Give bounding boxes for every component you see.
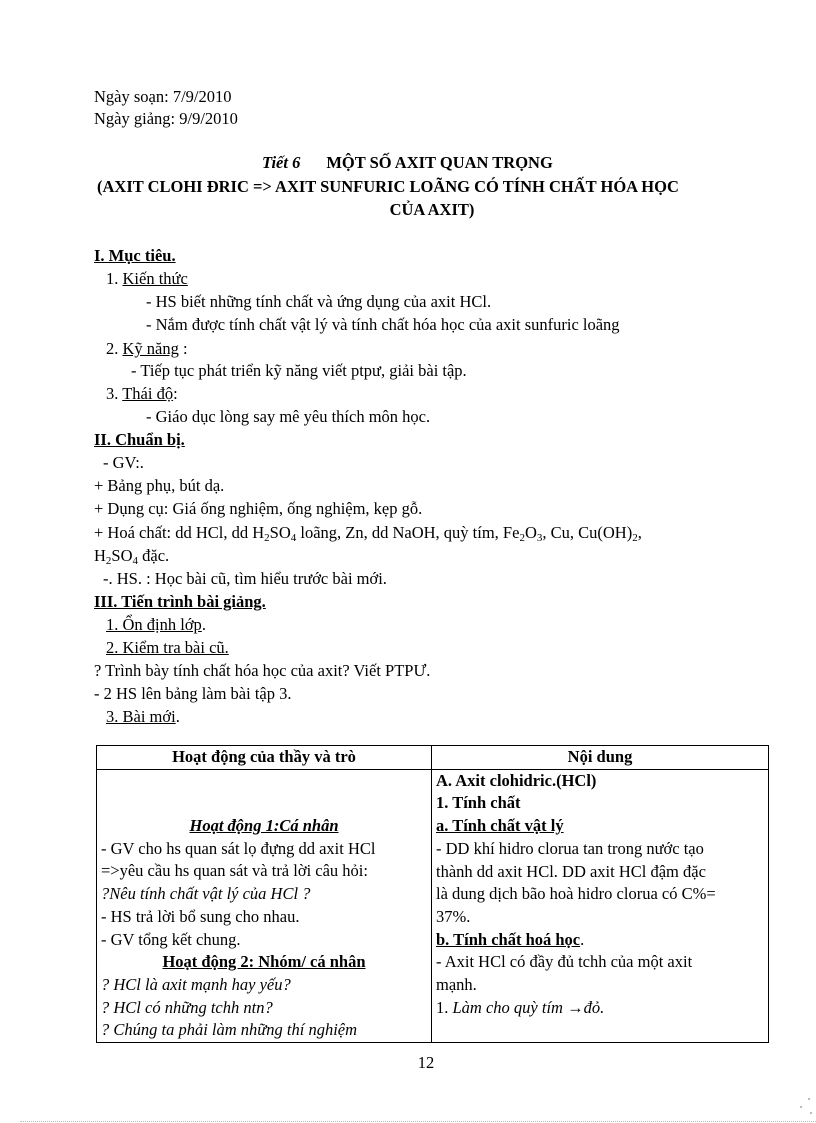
item-number: 1.	[106, 269, 123, 288]
skills-line: - Tiếp tục phát triển kỹ năng viết ptpư, giải bài tập.	[131, 361, 467, 380]
subheading-text: a. Tính chất vật lý	[436, 816, 564, 836]
chem-sub: 2	[105, 555, 112, 567]
item-label: Kỹ năng	[122, 339, 179, 358]
activity-line: =>yêu cầu hs quan sát và trả lời câu hỏi:	[101, 861, 368, 881]
arrow-icon: →	[567, 997, 584, 1017]
item-number: 3.	[106, 384, 123, 403]
subheading-text: b. Tính chất hoá học	[436, 929, 581, 949]
attitude-line: - Giáo dục lòng say mê yêu thích môn học.	[146, 407, 431, 426]
activity-line: - GV tổng kết chung.	[101, 929, 241, 949]
prep-line-2: + Dụng cụ: Giá ống nghiệm, ống nghiệm, kẹp gỗ.	[94, 499, 423, 518]
chem-text: + Hoá chất: dd HCl, dd H	[94, 523, 265, 542]
date-prepared: Ngày soạn: 7/9/2010	[94, 87, 232, 106]
line-italic: Làm cho quỳ tím	[452, 997, 568, 1017]
item-label: Thái độ	[122, 384, 174, 403]
lesson-name: MỘT SỐ AXIT QUAN TRỌNG	[326, 153, 553, 172]
section-1-item-2	[106, 338, 188, 360]
activity-question: ? HCl có những tchh ntn?	[101, 997, 273, 1017]
content-cell	[432, 769, 769, 1042]
blank-line	[101, 770, 427, 793]
chem-sub: 4	[290, 532, 297, 544]
content-subheading-b	[436, 929, 764, 952]
activity-question: ?Nêu tính chất vật lý của HCl ?	[101, 884, 311, 904]
date-taught: Ngày giảng: 9/9/2010	[94, 109, 238, 128]
item-suffix: .	[175, 707, 180, 726]
chem-text: SO	[269, 523, 291, 542]
content-subtitle: 1. Tính chất	[436, 793, 521, 813]
content-line: - Axit HCl có đầy đủ tchh của một axit	[436, 952, 693, 972]
activity-line: - GV cho hs quan sát lọ đựng dd axit HCl	[101, 838, 376, 858]
content-line: là dung dịch bão hoà hidro clorua có C%=	[436, 884, 716, 904]
col-header-content: Nội dung	[432, 746, 769, 770]
section-3-item-2: 2. Kiểm tra bài cũ.	[106, 638, 229, 657]
section-1-item-1	[106, 268, 188, 290]
chem-text: SO	[111, 546, 133, 565]
section-1-heading: I. Mục tiêu.	[94, 246, 176, 265]
prep-line-4	[94, 545, 169, 567]
lesson-title	[262, 152, 553, 174]
content-line	[436, 997, 764, 1020]
section-3-item-1	[106, 614, 206, 636]
scan-speck	[800, 1106, 802, 1108]
chem-sub: 2	[264, 532, 270, 544]
item-suffix: .	[201, 615, 206, 634]
review-question: ? Trình bày tính chất hóa học của axit? Viết PTPƯ.	[94, 661, 431, 680]
activity-1-title	[101, 815, 427, 838]
chem-sub: 2	[632, 532, 638, 544]
chem-text: , Cu, Cu(OH)	[542, 523, 633, 542]
prep-line-1: + Bảng phụ, bút dạ.	[94, 476, 225, 495]
item-label: Kiến thức	[122, 269, 188, 288]
activity-question: ? Chúng ta phải làm những thí nghiệm	[101, 1020, 358, 1040]
table-header-row	[97, 746, 769, 770]
activity-2-title-text: Hoạt động 2: Nhóm/ cá nhân	[162, 952, 366, 972]
content-line: 37%.	[436, 906, 471, 926]
section-3-heading: III. Tiến trình bài giảng.	[94, 592, 266, 611]
subtitle-line-2: CỦA AXIT)	[389, 200, 475, 219]
page-number: 12	[417, 1053, 435, 1072]
subheading-suffix: .	[580, 929, 585, 949]
item-label: 1. Ổn định lớp	[106, 615, 202, 634]
review-task: - 2 HS lên bảng làm bài tập 3.	[94, 684, 292, 703]
teacher-prep: - GV:.	[103, 453, 144, 472]
section-2-heading: II. Chuẩn bị.	[94, 430, 185, 449]
subtitle-line-1: (AXIT CLOHI ĐRIC => AXIT SUNFURIC LOÃNG CÓ TÍNH CHẤT HÓA HỌC	[97, 177, 679, 196]
activities-cell	[97, 769, 432, 1042]
knowledge-line-1: - HS biết những tính chất và ứng dụng của axit HCl.	[146, 292, 492, 311]
content-line: - DD khí hidro clorua tan trong nước tạo	[436, 838, 704, 858]
line-end: đỏ.	[583, 997, 605, 1017]
lesson-number: Tiết 6	[262, 153, 301, 172]
chem-sub: 3	[536, 532, 543, 544]
chem-text: H	[94, 546, 106, 565]
item-suffix: :	[178, 339, 188, 358]
scan-speck	[808, 1098, 810, 1100]
lesson-table	[96, 745, 769, 1043]
chem-sub: 2	[519, 532, 525, 544]
activity-1-title-text: Hoạt động 1:Cá nhân	[189, 816, 339, 836]
bottom-divider	[20, 1121, 816, 1122]
activity-2-title	[101, 951, 427, 974]
content-subheading-a	[436, 815, 764, 838]
blank-line	[101, 792, 427, 815]
line-prefix: 1.	[436, 997, 453, 1017]
scan-speck	[810, 1112, 812, 1114]
item-suffix: :	[173, 384, 178, 403]
knowledge-line-2: - Nắm được tính chất vật lý và tính chất hóa học của axit sunfuric loãng	[146, 315, 620, 334]
section-1-item-3	[106, 383, 178, 405]
col-header-activities: Hoạt động của thầy và trò	[97, 746, 432, 770]
content-title: A. Axit clohidric.(HCl)	[436, 770, 597, 790]
table-row	[97, 769, 769, 1042]
activity-question: ? HCl là axit mạnh hay yếu?	[101, 975, 291, 994]
item-number: 2.	[106, 339, 123, 358]
chem-text: ,	[637, 523, 642, 542]
chem-text: đặc.	[138, 546, 170, 565]
content-line: mạnh.	[436, 975, 477, 995]
chem-sub: 4	[132, 555, 139, 567]
activity-line: - HS trả lời bổ sung cho nhau.	[101, 906, 300, 926]
chem-text: loãng, Zn, dd NaOH, quỳ tím, Fe	[296, 523, 520, 542]
item-label: 3. Bài mới	[106, 707, 176, 726]
student-prep: -. HS. : Học bài cũ, tìm hiểu trước bài mới.	[103, 569, 387, 588]
section-3-item-3	[106, 706, 180, 728]
prep-line-3	[94, 522, 642, 544]
content-line: thành dd axit HCl. DD axit HCl đậm đặc	[436, 861, 706, 881]
chem-text: O	[524, 523, 537, 542]
